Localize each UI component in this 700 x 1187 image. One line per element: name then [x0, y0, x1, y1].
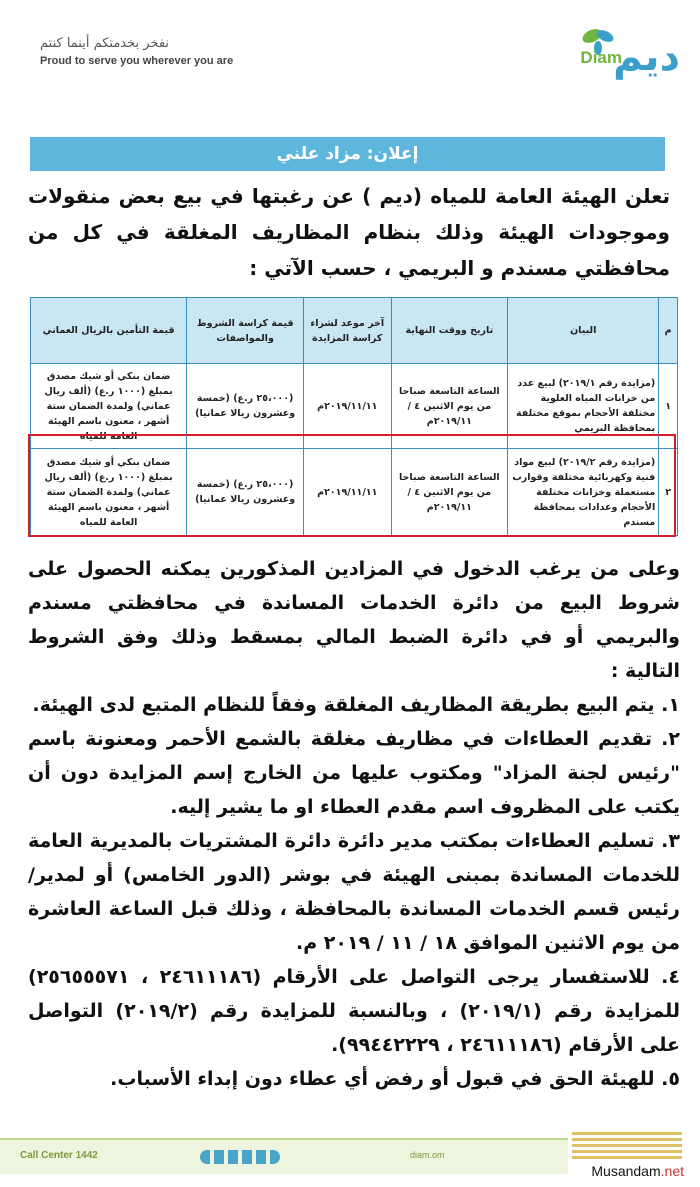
- row-end-date: الساعة التاسعة صباحا من يوم الاثنين ٤ / ٢٠١٩/١١م: [391, 364, 508, 449]
- row-description: (مزايدة رقم ٢٠١٩/١) لبيع عدد من خزانات المياه العلوية مختلفة الأحجام بموقع مختلفة بمحافظة البريمي: [508, 364, 659, 449]
- tagline-arabic: نفخر بخدمتكم أينما كنتم: [40, 36, 170, 51]
- announcement-title: إعلان: مزاد علني: [30, 137, 665, 171]
- auction-table: [30, 297, 678, 540]
- call-center: Call Center 1442: [20, 1150, 98, 1161]
- row-booklet-price: (٢٥،٠٠٠ ر.ع) (خمسة وعشرون ريالا عمانيا): [187, 364, 304, 449]
- conditions-lead: وعلى من يرغب الدخول في المزادين المذكورين يمكنه الحصول على شروط البيع من دائرة الخدمات المساندة في محافظتي مسندم والبريمي أو في دائرة الضبط المالي بمسقط وذلك وفق الشروط التالية :: [28, 558, 680, 682]
- row-insurance: ضمان بنكي أو شيك مصدق بمبلغ (١٠٠٠ ر.ع) (ألف ريال عماني) ولمدة الضمان ستة أشهر ، معنون باسم الهيئة العامة للمياه: [31, 449, 187, 536]
- header-booklet-price: قيمة كراسة الشروط والمواصفات: [187, 298, 304, 364]
- social-icons: [200, 1150, 280, 1164]
- website-link: diam.om: [410, 1150, 445, 1160]
- header-description: البيان: [508, 298, 659, 364]
- row-description: (مزايدة رقم ٢٠١٩/٢) لبيع مواد فنية وكهربائية مختلفة وقوارب مستعملة وخزانات مختلفة الأحجام وعدادات بمحافظة مسندم: [508, 449, 659, 536]
- row-insurance: ضمان بنكي أو شيك مصدق بمبلغ (١٠٠٠ ر.ع) (ألف ريال عماني) ولمدة الضمان ستة أشهر ، معنون باسم الهيئة العامة للمياه: [31, 364, 187, 449]
- condition-item: ٥. للهيئة الحق في قبول أو رفض أي عطاء دون إبداء الأسباب.: [110, 1068, 680, 1090]
- watermark: [572, 1129, 692, 1179]
- condition-item: ١. يتم البيع بطريقة المظاريف المغلقة وفقاً للنظام المتبع لدى الهيئة.: [32, 694, 680, 716]
- header-insurance: قيمة التأمين بالريال العماني: [31, 298, 187, 364]
- condition-item: ٣. تسليم العطاءات بمكتب مدير دائرة دائرة المشتريات بالمديرية العامة للخدمات المساندة بمبنى الهيئة في بوشر (الدور الخامس) أو لمدير/رئيس قسم الخدمات المساندة بالمحافظة ، وذلك قبل الساعة العاشرة من يوم الاثنين الموافق ١٨ / ١١ / ٢٠١٩ م.: [28, 830, 680, 954]
- table-row: [31, 364, 678, 449]
- condition-item: ٤. للاستفسار يرجى التواصل على الأرقام (٢٤٦١١١٨٦ ، ٢٥٦٥٥٥٧١) للمزايدة رقم (٢٠١٩/١) ، وبالنسبة للمزايدة رقم (٢٠١٩/٢) التواصل على الأرقام (٢٤٦١١١٨٦ ، ٩٩٤٤٢٢٢٩).: [28, 966, 680, 1056]
- footer-bar: [0, 1138, 568, 1174]
- header-tagline: [40, 36, 270, 67]
- row-last-purchase-date: ٢٠١٩/١١/١١م: [303, 364, 391, 449]
- condition-item: ٢. تقديم العطاءات في مظاريف مغلقة بالشمع الأحمر ومعنونة باسم "رئيس لجنة المزاد" ومكتوب عليها من الخارج إسم المزايدة دون أن يكتب على المظروف اسم مقدم العطاء او ما يشير إليه.: [28, 728, 680, 818]
- conditions-section: [28, 552, 680, 1096]
- header-number: م: [659, 298, 678, 364]
- row-number: ١: [659, 364, 678, 449]
- logo-arabic: ديم: [613, 34, 680, 80]
- row-last-purchase-date: ٢٠١٩/١١/١١م: [303, 449, 391, 536]
- watermark-prefix: Musandam: [591, 1163, 661, 1179]
- row-end-date: الساعة التاسعة صباحا من يوم الاثنين ٤ / ٢٠١٩/١١م: [391, 449, 508, 536]
- header-last-purchase-date: آخر موعد لشراء كراسة المزايدة: [303, 298, 391, 364]
- watermark-suffix: .net: [660, 1163, 684, 1179]
- logo-english: Diam: [580, 48, 622, 67]
- diam-logo: [525, 22, 680, 82]
- row-number: ٢: [659, 449, 678, 536]
- header-end-date: تاريخ ووقت النهاية: [391, 298, 508, 364]
- intro-paragraph: تعلن الهيئة العامة للمياه (ديم ) عن رغبتها في بيع بعض منقولات وموجودات الهيئة وذلك بنظام المظاريف المغلقة في كل من محافظتي مسندم و البريمي ، حسب الآتي :: [28, 184, 670, 280]
- watermark-text: [591, 1163, 684, 1179]
- tagline-english: Proud to serve you wherever you are: [40, 55, 234, 67]
- table-header-row: [31, 298, 678, 364]
- row-booklet-price: (٢٥،٠٠٠ ر.ع) (خمسة وعشرون ريالا عمانيا): [187, 449, 304, 536]
- watermark-stripes: [572, 1129, 682, 1159]
- table-row: [31, 449, 678, 536]
